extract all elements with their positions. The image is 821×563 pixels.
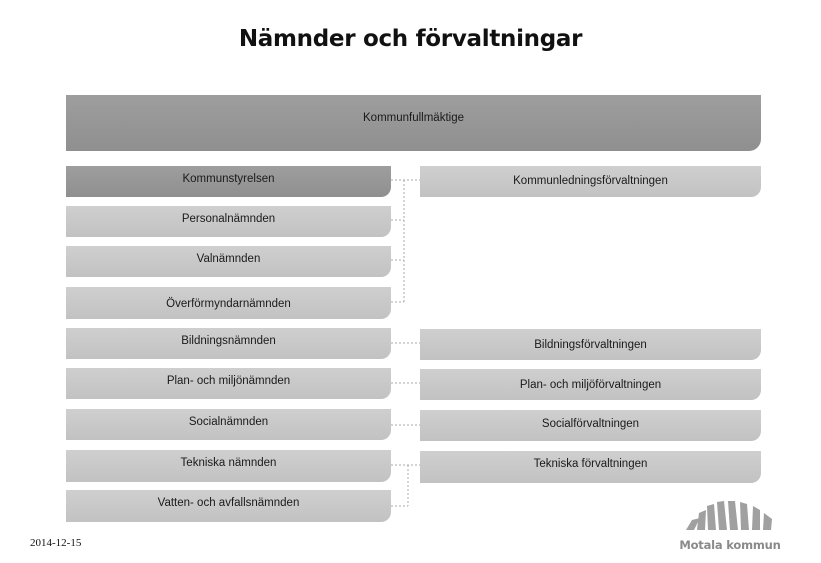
admin-label: Tekniska förvaltningen [533,458,648,470]
board-label: Personalnämnden [181,212,276,225]
admin-label: Socialförvaltningen [541,417,640,430]
board-label: Bildningsnämnden [181,334,276,347]
date-label: 2014-12-15 [30,537,82,549]
board-label: Valnämnden [196,252,261,265]
board-label: Tekniska nämnden [180,457,277,469]
admin-label: Kommunledningsförvaltningen [513,174,668,187]
council-label: Kommunfullmäktige [363,112,464,124]
page-title: Nämnder och förvaltningar [238,26,583,52]
connector-teknik-group [391,465,420,506]
logo-name: Motala kommun [679,538,781,552]
admin-label: Plan- och miljöförvaltningen [519,378,662,391]
board-label: Kommunstyrelsen [182,172,275,185]
board-label: Socialnämnden [188,415,269,428]
admin-label: Bildningsförvaltningen [534,338,647,351]
connector-ks-group [391,180,420,302]
board-label: Plan- och miljönämnden [166,374,291,387]
board-label: Vatten- och avfallsnämnden [157,497,300,509]
board-label: Överförmyndarnämnden [166,298,291,310]
